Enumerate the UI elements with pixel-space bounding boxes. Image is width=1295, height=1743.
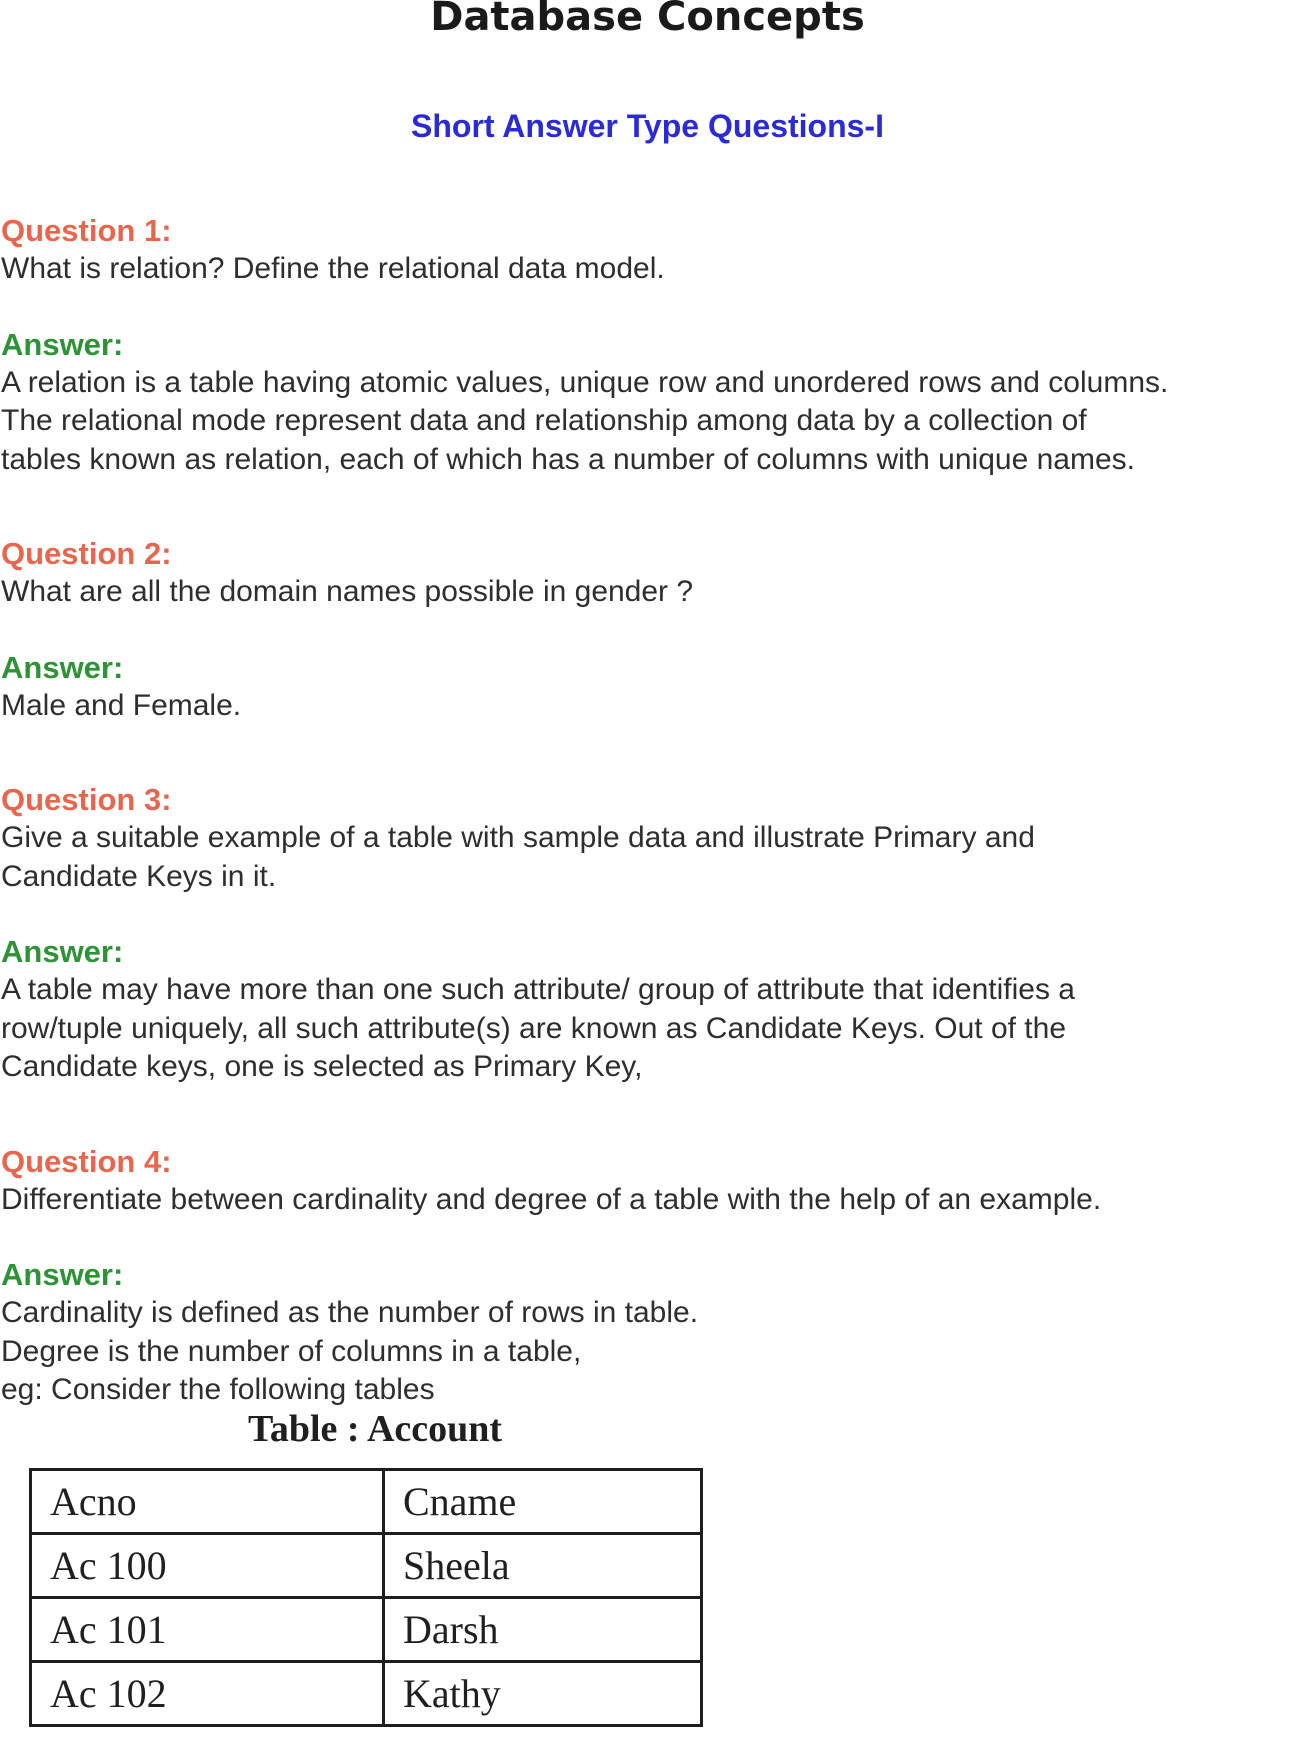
table-row <box>31 1534 702 1598</box>
qa-block-1 <box>1 212 1291 479</box>
question-label: Question 3: <box>1 782 172 817</box>
qa-block-3 <box>1 781 1291 1087</box>
answer-text: eg: Consider the following tables <box>1 1373 435 1406</box>
answer-text: tables known as relation, each of which has a number of columns with unique names. <box>1 442 1135 476</box>
answer-label: Answer: <box>1 934 124 969</box>
question-text: Differentiate between cardinality and degree of a table with the help of an example. <box>1 1182 1102 1216</box>
question-label: Question 2: <box>1 536 172 571</box>
table-cell: Darsh <box>384 1598 702 1662</box>
table-title: Table : Account <box>248 1408 503 1450</box>
answer-label: Answer: <box>1 649 124 685</box>
answer-label: Answer: <box>1 1257 124 1292</box>
table-cell: Sheela <box>384 1534 702 1598</box>
table-row <box>31 1598 702 1662</box>
question-text: Candidate Keys in it. <box>1 859 277 893</box>
account-table <box>29 1468 703 1727</box>
question-text: What are all the domain names possible in gender ? <box>1 575 694 608</box>
table-header-row <box>31 1470 702 1534</box>
answer-text: Candidate keys, one is selected as Primary Key, <box>1 1050 643 1083</box>
question-label: Question 4: <box>1 1143 172 1179</box>
qa-block-4 <box>1 1143 1291 1410</box>
answer-text: The relational mode represent data and relationship among data by a collection of <box>1 404 1087 437</box>
table-header-cell: Acno <box>31 1470 384 1534</box>
answer-text: A relation is a table having atomic values, unique row and unordered rows and columns. <box>1 365 1169 399</box>
section-subtitle: Short Answer Type Questions-I <box>411 108 884 144</box>
page-title: Database Concepts <box>430 0 865 40</box>
table-cell: Ac 101 <box>31 1598 384 1662</box>
question-text: What is relation? Define the relational data model. <box>1 252 665 285</box>
answer-label: Answer: <box>1 326 124 362</box>
answer-text: row/tuple uniquely, all such attribute(s) are known as Candidate Keys. Out of the <box>1 1011 1067 1045</box>
answer-text: Degree is the number of columns in a table, <box>1 1334 582 1368</box>
qa-block-2 <box>1 535 1291 725</box>
answer-text: Cardinality is defined as the number of rows in table. <box>1 1296 699 1329</box>
table-cell: Ac 102 <box>31 1662 384 1726</box>
qa-content <box>1 212 1291 1410</box>
table-cell: Kathy <box>384 1662 702 1726</box>
answer-text: Male and Female. <box>1 688 242 722</box>
table-header-cell: Cname <box>384 1470 702 1534</box>
question-label: Question 1: <box>1 213 172 248</box>
answer-text: A table may have more than one such attribute/ group of attribute that identifies a <box>1 973 1075 1006</box>
table-cell: Ac 100 <box>31 1534 384 1598</box>
table-row <box>31 1662 702 1726</box>
question-text: Give a suitable example of a table with sample data and illustrate Primary and <box>1 821 1035 854</box>
